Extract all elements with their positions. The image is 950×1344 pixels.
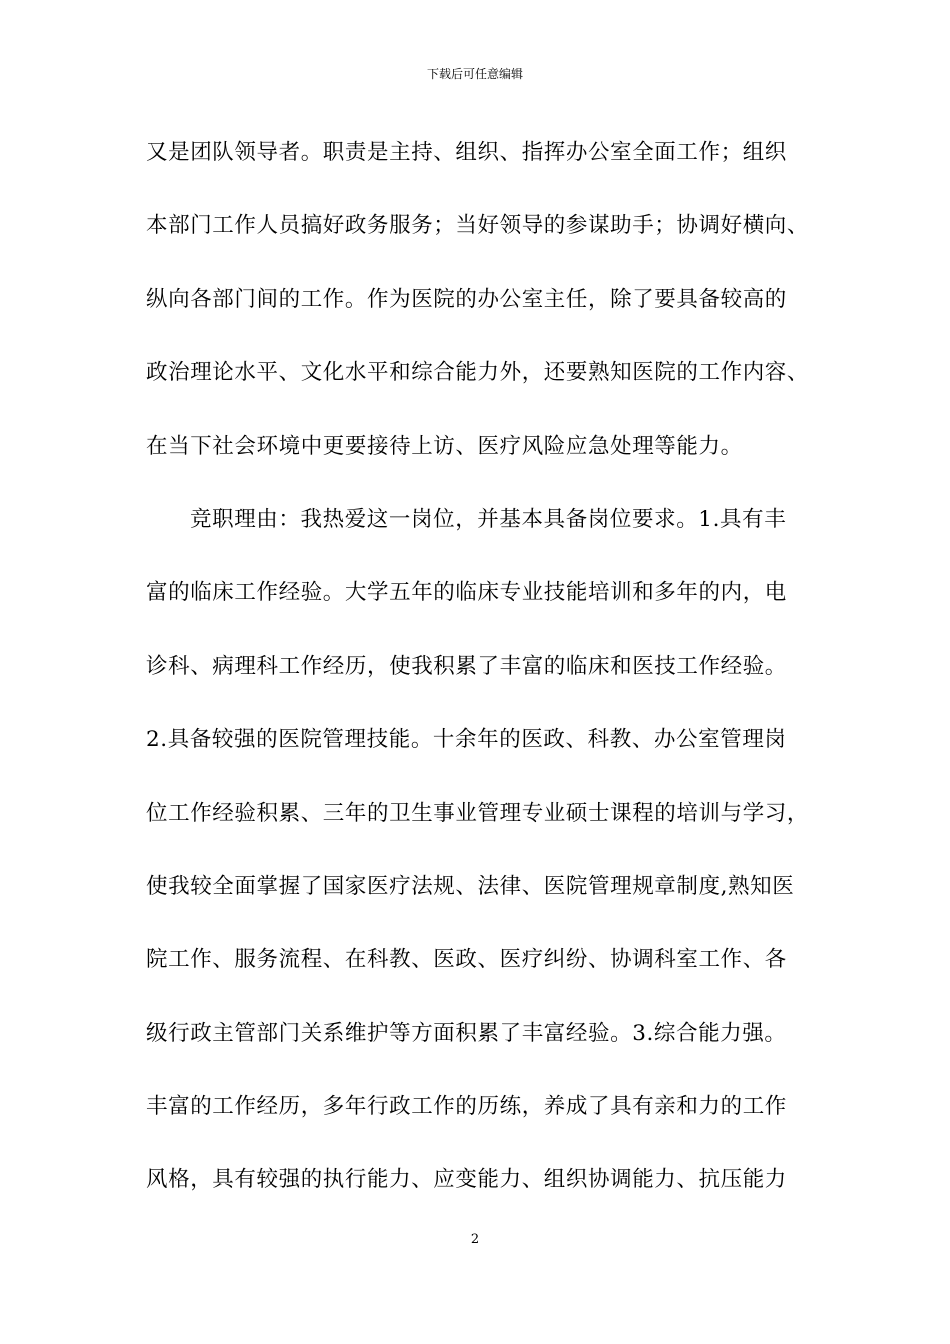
text-line: 政治理论水平、文化水平和综合能力外，还要熟知医院的工作内容、	[146, 360, 810, 386]
text-line: 本部门工作人员搞好政务服务；当好领导的参谋助手；协调好横向、	[146, 213, 810, 239]
text-line: 使我较全面掌握了国家医疗法规、法律、医院管理规章制度,熟知医	[146, 873, 795, 899]
text-line: 丰富的工作经历，多年行政工作的历练，养成了具有亲和力的工作	[146, 1094, 787, 1120]
text-line: 纵向各部门间的工作。作为医院的办公室主任，除了要具备较高的	[146, 286, 787, 312]
paragraph-start-line: 竞职理由：我热爱这一岗位，并基本具备岗位要求。1.具有丰	[190, 506, 787, 532]
document-body	[146, 130, 826, 1231]
text-line: 诊科、病理科工作经历，使我积累了丰富的临床和医技工作经验。	[146, 653, 787, 679]
text-line: 风格，具有较强的执行能力、应变能力、组织协调能力、抗压能力	[146, 1167, 787, 1193]
text-line: 位工作经验积累、三年的卫生事业管理专业硕士课程的培训与学习，	[146, 800, 810, 826]
text-line: 院工作、服务流程、在科教、医政、医疗纠纷、协调科室工作、各	[146, 947, 787, 973]
text-line: 2.具备较强的医院管理技能。十余年的医政、科教、办公室管理岗	[146, 727, 787, 753]
text-line: 又是团队领导者。职责是主持、组织、指挥办公室全面工作；组织	[146, 140, 787, 165]
text-line: 富的临床工作经验。大学五年的临床专业技能培训和多年的内，电	[146, 580, 787, 606]
page-header: 下载后可任意编辑	[426, 67, 523, 81]
text-line: 级行政主管部门关系维护等方面积累了丰富经验。3.综合能力强。	[146, 1020, 787, 1046]
text-line: 在当下社会环境中更要接待上访、医疗风险应急处理等能力。	[146, 433, 743, 459]
page-number: 2	[470, 1232, 480, 1247]
